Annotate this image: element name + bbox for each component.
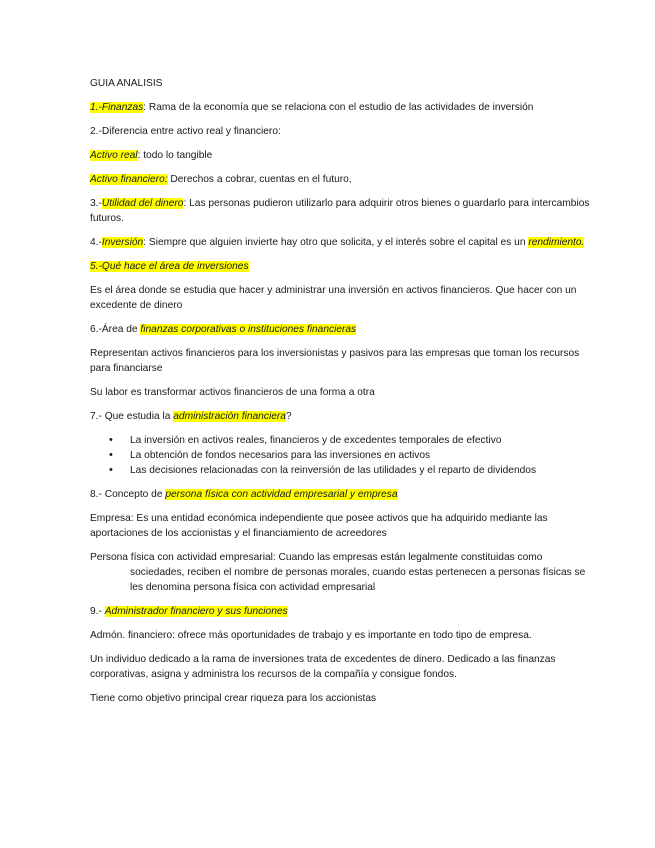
- item-4-inversion: [90, 235, 597, 250]
- definition-text: Derechos a cobrar, cuentas en el futuro,: [167, 174, 352, 185]
- item-2-heading: 2.-Diferencia entre activo real y financiero:: [90, 126, 281, 137]
- item-7-bullet-list: [90, 433, 597, 478]
- definition-text: : Siempre que alguien invierte hay otro que solicita, y el interés sobre el capital es un: [143, 237, 529, 248]
- item-8-heading: [90, 487, 597, 502]
- highlighted-term: administración financiera: [173, 411, 286, 422]
- highlighted-term: rendimiento.: [528, 237, 585, 248]
- definition-text: : todo lo tangible: [137, 150, 213, 161]
- item-prefix: 8.- Concepto de: [90, 489, 166, 500]
- definition-text: : Rama de la economía que se relaciona con el estudio de las actividades de inversión: [143, 102, 534, 113]
- item-9-answer-1: Admón. financiero: ofrece más oportunidades de trabajo y es importante en todo tipo de empresa.: [90, 630, 532, 641]
- highlighted-term: Administrador financiero y sus funciones: [104, 606, 288, 617]
- bullet-item: • Las decisiones relacionadas con la reinversión de las utilidades y el reparto de dividendos: [90, 463, 597, 478]
- item-6-heading: [90, 322, 597, 337]
- highlighted-term: persona física con actividad empresarial y empresa: [165, 489, 398, 500]
- activo-financiero-definition: [90, 172, 597, 187]
- item-6-answer-1: Representan activos financieros para los inversionistas y pasivos para las empresas que toman los recursos para financiarse: [90, 348, 580, 374]
- highlighted-term: 5.-Qué hace el área de inversiones: [90, 261, 249, 272]
- item-9-heading: [90, 604, 597, 619]
- item-8-answer-empresa: Empresa: Es una entidad económica independiente que posee activos que ha adquirido mediante las aportaciones de los accionistas y el financiamiento de acreedores: [90, 513, 548, 539]
- item-7-heading: [90, 409, 597, 424]
- item-9-answer-2: Un individuo dedicado a la rama de inversiones trata de excedentes de dinero. Dedicado a las finanzas corporativas, asigna y administra los recursos de la compañía y consigue fondos.: [90, 654, 556, 680]
- bullet-item: • La inversión en activos reales, financieros y de excedentes temporales de efectivo: [90, 433, 597, 448]
- highlighted-term: Activo real: [90, 150, 138, 161]
- item-8-answer-persona-fisica: Persona física con actividad empresarial: Cuando las empresas están legalmente constituidas como sociedades, reciben el nombre de personas morales, cuando estas pertenecen a personas físicas se les denomina persona física con actividad empresarial: [90, 552, 586, 593]
- highlighted-term: Utilidad del dinero: [101, 198, 184, 209]
- highlighted-term: 1.-Finanzas: [90, 102, 144, 113]
- highlighted-term: Activo financiero:: [90, 174, 168, 185]
- item-6-answer-2: Su labor es transformar activos financieros de una forma a otra: [90, 387, 375, 398]
- item-5-heading: [90, 259, 597, 274]
- item-1-finanzas: [90, 100, 597, 115]
- item-5-answer: Es el área donde se estudia que hacer y administrar una inversión en activos financieros. Que hacer con un excedente de dinero: [90, 285, 577, 311]
- highlighted-term: Inversión: [101, 237, 144, 248]
- item-9-answer-3: Tiene como objetivo principal crear riqueza para los accionistas: [90, 693, 377, 704]
- item-prefix: 3.-: [90, 198, 102, 209]
- document-title: GUIA ANALISIS: [90, 78, 163, 89]
- highlighted-term: finanzas corporativas o instituciones financieras: [140, 324, 357, 335]
- item-prefix: 7.- Que estudia la: [90, 411, 174, 422]
- definition-text: : Las personas pudieron utilizarlo para adquirir otros bienes o guardarlo para intercambios futuros.: [90, 198, 590, 224]
- item-3-utilidad: [90, 196, 597, 226]
- item-prefix: 6.-Área de: [90, 324, 141, 335]
- item-prefix: 9.-: [90, 606, 105, 617]
- item-prefix: 4.-: [90, 237, 102, 248]
- activo-real-definition: [90, 148, 597, 163]
- bullet-item: • La obtención de fondos necesarios para las inversiones en activos: [90, 448, 597, 463]
- item-suffix: ?: [285, 411, 292, 422]
